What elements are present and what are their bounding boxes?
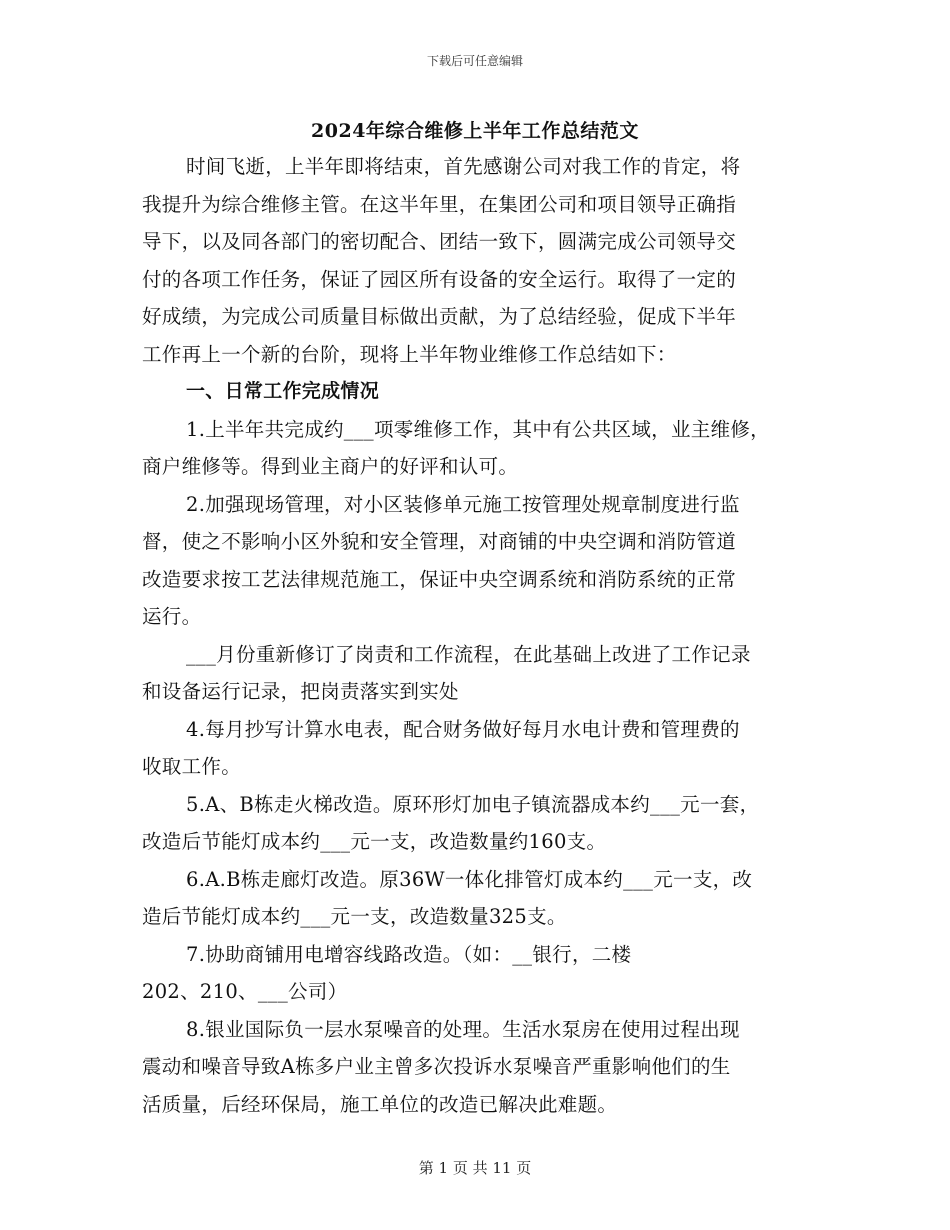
text-line: 收取工作。 <box>142 755 242 778</box>
text-line: 4.每月抄写计算水电表，配合财务做好每月水电计费和管理费的 <box>186 717 740 741</box>
document-title: 2024年综合维修上半年工作总结范文 <box>311 120 639 142</box>
text-line: 8.银业国际负一层水泵噪音的处理。生活水泵房在使用过程出现 <box>186 1017 740 1041</box>
text-line: 改造后节能灯成本约___元一支，改造数量约160支。 <box>142 830 607 853</box>
document-body <box>142 148 822 1123</box>
text-line: 好成绩，为完成公司质量目标做出贡献，为了总结经验，促成下半年 <box>142 305 737 328</box>
text-line: 督，使之不影响小区外貌和安全管理，对商铺的中央空调和消防管道 <box>142 530 737 553</box>
text-line: 2.加强现场管理，对小区装修单元施工按管理处规章制度进行监 <box>186 492 740 516</box>
text-line: 6.A.B栋走廊灯改造。原36W一体化排管灯成本约___元一支，改 <box>186 867 753 891</box>
section-heading: 一、日常工作完成情况 <box>186 380 380 402</box>
page-footer: 第 1 页 共 11 页 <box>418 1159 532 1177</box>
text-line: 7.协助商铺用电增容线路改造。（如：__银行，二楼 <box>186 942 632 966</box>
text-line: 导下，以及同各部门的密切配合、团结一致下，圆满完成公司领导交 <box>142 230 737 253</box>
text-line: 活质量，后经环保局，施工单位的改造已解决此难题。 <box>142 1092 618 1116</box>
header-note: 下载后可任意编辑 <box>426 54 523 68</box>
text-line: 改造要求按工艺法律规范施工，保证中央空调系统和消防系统的正常 <box>142 567 737 591</box>
text-line: 1.上半年共完成约___项零维修工作，其中有公共区域，业主维修， <box>186 417 770 441</box>
text-line: 和设备运行记录，把岗责落实到实处 <box>142 680 459 703</box>
text-line: 造后节能灯成本约___元一支，改造数量325支。 <box>142 905 567 928</box>
text-line: 付的各项工作任务，保证了园区所有设备的安全运行。取得了一定的 <box>142 267 737 291</box>
text-line: 时间飞逝，上半年即将结束，首先感谢公司对我工作的肯定，将 <box>186 155 741 178</box>
text-line: 商户维修等。得到业主商户的好评和认可。 <box>142 455 519 478</box>
text-line: 运行。 <box>142 605 202 628</box>
text-line: ___月份重新修订了岗责和工作流程，在此基础上改进了工作记录 <box>186 642 751 666</box>
text-line: 工作再上一个新的台阶，现将上半年物业维修工作总结如下： <box>142 342 677 366</box>
text-line: 5.A、B栋走火梯改造。原环形灯加电子镇流器成本约___元一套， <box>186 792 760 816</box>
text-line: 202、210、___公司） <box>142 980 348 1003</box>
text-line: 震动和噪音导致A栋多户业主曾多次投诉水泵噪音严重影响他们的生 <box>142 1055 731 1078</box>
text-line: 我提升为综合维修主管。在这半年里，在集团公司和项目领导正确指 <box>142 192 737 216</box>
